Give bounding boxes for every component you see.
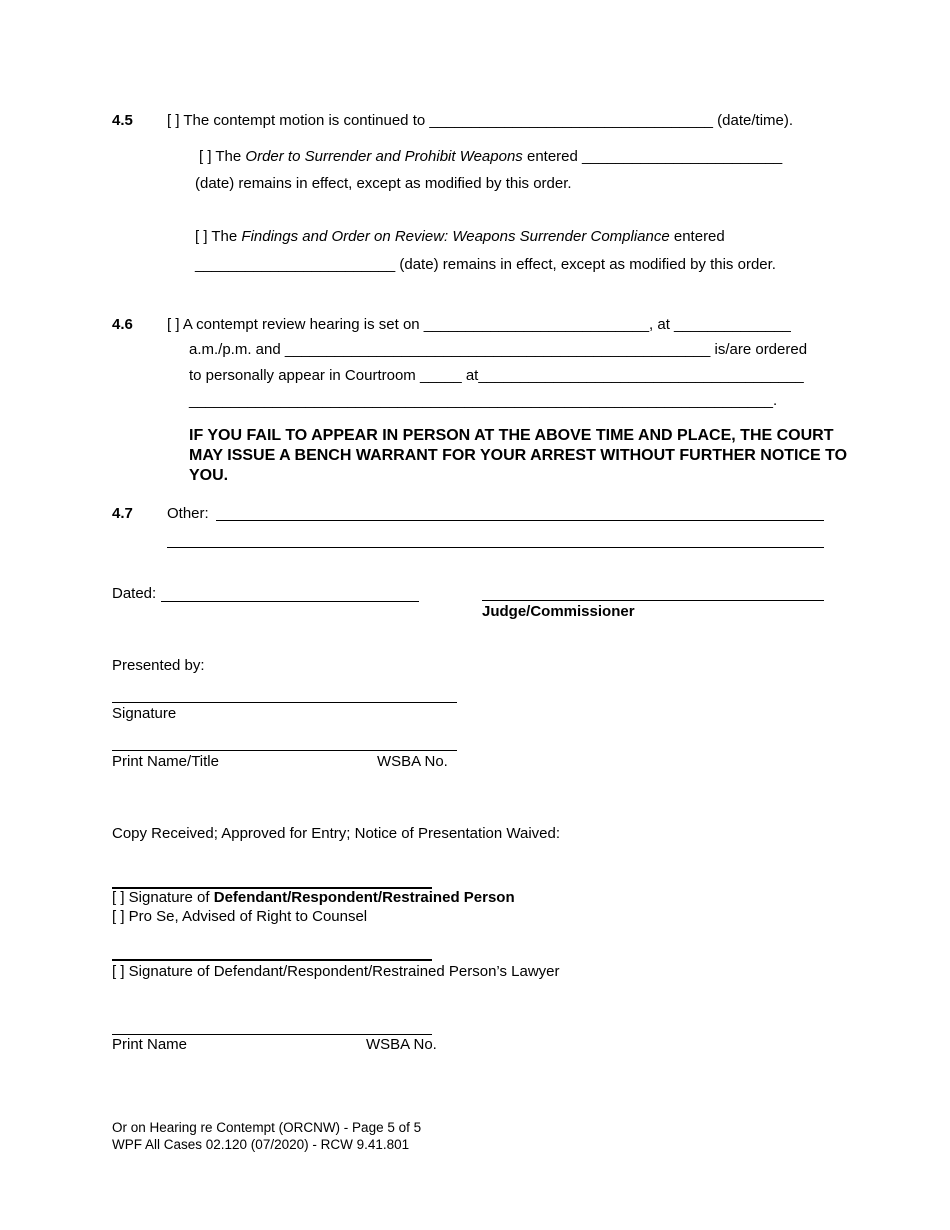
other-field-line-2 xyxy=(167,547,824,548)
other-field-line-1 xyxy=(216,520,824,521)
findings-order-line xyxy=(195,228,725,246)
judge-signature-line xyxy=(482,600,824,601)
entered-text: entered xyxy=(669,228,725,245)
section-4-7-number: 4.7 xyxy=(112,505,133,522)
findings-order-title: Findings and Order on Review: Weapons Surrender Compliance xyxy=(241,228,670,245)
checkbox-text: [ ] The xyxy=(199,148,246,165)
surrender-order-line-2: (date) remains in effect, except as modified by this order. xyxy=(195,175,572,192)
lawyer-wsba-label: WSBA No. xyxy=(366,1036,437,1053)
other-label: Other: xyxy=(167,505,209,522)
dated-line xyxy=(161,601,419,602)
findings-order-line-2: ________________________ (date) remains in effect, except as modified by this order. xyxy=(195,256,776,273)
lawyer-name-line xyxy=(112,1034,432,1035)
review-hearing-line: [ ] A contempt review hearing is set on ___________________________, at ______________ xyxy=(167,316,791,333)
defendant-signature-label xyxy=(112,889,515,907)
defendant-role: Defendant/Respondent/Restrained Person xyxy=(213,889,515,906)
copy-received-heading: Copy Received; Approved for Entry; Notice of Presentation Waived: xyxy=(112,825,561,842)
presenter-name-line xyxy=(112,750,457,751)
lawyer-signature-label: [ ] Signature of Defendant/Respondent/Restrained Person’s Lawyer xyxy=(112,963,560,980)
surrender-order-title: Order to Surrender and Prohibit Weapons xyxy=(245,148,523,165)
checkbox-text: [ ] Signature of xyxy=(112,889,214,906)
signature-label: Signature xyxy=(112,705,177,722)
print-name-title-label: Print Name/Title xyxy=(112,753,219,770)
footer-form-title: Or on Hearing re Contempt (ORCNW) - Page 5 of 5 xyxy=(112,1120,422,1135)
surrender-order-line xyxy=(199,148,782,166)
pro-se-label: [ ] Pro Se, Advised of Right to Counsel xyxy=(112,908,368,925)
entered-text: entered ________________________ xyxy=(522,148,783,165)
lawyer-signature-line xyxy=(112,959,432,961)
presented-by-label: Presented by: xyxy=(112,657,205,674)
presenter-wsba-label: WSBA No. xyxy=(377,753,448,770)
checkbox-text: [ ] The xyxy=(195,228,242,245)
section-4-5-number: 4.5 xyxy=(112,112,133,129)
bench-warrant-warning: IF YOU FAIL TO APPEAR IN PERSON AT THE ABOVE TIME AND PLACE, THE COURT MAY ISSUE A BENCH WARRANT FOR YOUR ARREST WITHOUT FURTHER NOTICE TO YOU. xyxy=(189,427,848,484)
footer-form-number: WPF All Cases 02.120 (07/2020) - RCW 9.41.801 xyxy=(112,1137,410,1152)
ordered-line: a.m./p.m. and ___________________________________________________ is/are ordered xyxy=(189,341,808,358)
address-line: ______________________________________________________________________. xyxy=(189,392,778,409)
section-4-6-number: 4.6 xyxy=(112,316,133,333)
presenter-signature-line xyxy=(112,702,457,703)
courtroom-line: to personally appear in Courtroom _____ at_______________________________________ xyxy=(189,367,804,384)
judge-commissioner-label: Judge/Commissioner xyxy=(482,603,635,620)
continued-line: [ ] The contempt motion is continued to __________________________________ (date/time). xyxy=(167,112,794,129)
dated-label: Dated: xyxy=(112,585,157,602)
lawyer-print-name-label: Print Name xyxy=(112,1036,188,1053)
